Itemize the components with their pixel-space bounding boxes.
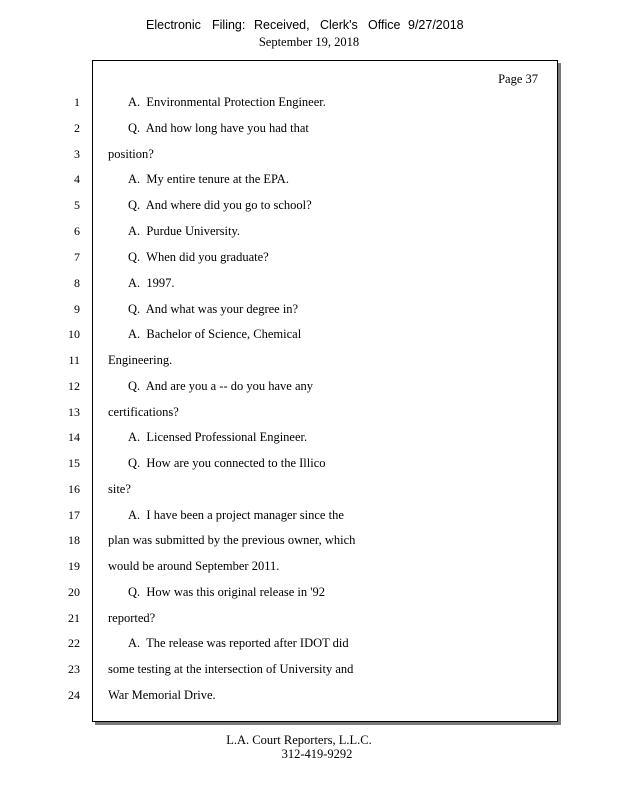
line-number: 1 xyxy=(74,95,80,109)
line-number: 6 xyxy=(74,224,80,238)
line-number: 10 xyxy=(68,327,80,341)
line-number: 14 xyxy=(68,430,80,444)
line-number: 9 xyxy=(74,302,80,316)
line-text: Q. How was this original release in '92 xyxy=(128,585,326,599)
line-text: A. 1997. xyxy=(128,276,175,290)
line-number: 3 xyxy=(74,147,80,161)
line-text: A. I have been a project manager since the xyxy=(128,508,344,522)
line-number: 11 xyxy=(68,353,80,367)
line-text: A. Licensed Professional Engineer. xyxy=(128,430,308,444)
line-text: would be around September 2011. xyxy=(108,559,280,573)
line-number: 18 xyxy=(68,533,80,547)
line-number: 17 xyxy=(68,508,80,522)
line-number: 16 xyxy=(68,482,80,496)
filing-word-clerks: Clerk's xyxy=(320,18,358,32)
line-text: A. Environmental Protection Engineer. xyxy=(128,95,326,109)
line-number: 19 xyxy=(68,559,80,573)
filing-date-stamp: 9/27/2018 xyxy=(408,18,464,32)
line-number: 13 xyxy=(68,405,80,419)
filing-word-electronic: Electronic xyxy=(146,18,201,32)
line-number: 4 xyxy=(74,172,80,186)
line-text: position? xyxy=(108,147,154,161)
line-text: A. Bachelor of Science, Chemical xyxy=(128,327,302,341)
line-number: 5 xyxy=(74,198,80,212)
line-number: 15 xyxy=(68,456,80,470)
line-text: Engineering. xyxy=(108,353,173,367)
line-text: site? xyxy=(108,482,131,496)
reporter-company: L.A. Court Reporters, L.L.C. xyxy=(226,733,372,747)
line-number: 21 xyxy=(68,611,80,625)
line-number: 20 xyxy=(68,585,80,599)
line-text: certifications? xyxy=(108,405,179,419)
line-text: Q. And how long have you had that xyxy=(128,121,309,135)
line-text: A. My entire tenure at the EPA. xyxy=(128,172,289,186)
line-text: A. The release was reported after IDOT did xyxy=(128,636,349,650)
line-number: 23 xyxy=(68,662,80,676)
line-number: 2 xyxy=(74,121,80,135)
line-text: Q. When did you graduate? xyxy=(128,250,269,264)
line-text: Q. And what was your degree in? xyxy=(128,302,299,316)
line-number: 24 xyxy=(68,688,80,702)
line-text: reported? xyxy=(108,611,156,625)
line-text: plan was submitted by the previous owner, which xyxy=(108,533,356,547)
line-number: 22 xyxy=(68,636,80,650)
line-text: War Memorial Drive. xyxy=(108,688,216,702)
line-text: Q. And where did you go to school? xyxy=(128,198,312,212)
line-text: Q. And are you a -- do you have any xyxy=(128,379,314,393)
line-text: Q. How are you connected to the Illico xyxy=(128,456,326,470)
filing-word-received: Received, xyxy=(254,18,310,32)
line-number: 8 xyxy=(74,276,80,290)
line-number: 12 xyxy=(68,379,80,393)
page-number: Page 37 xyxy=(498,72,538,86)
filing-word-office: Office xyxy=(368,18,401,32)
filing-date: September 19, 2018 xyxy=(258,35,360,49)
filing-word-filing: Filing: xyxy=(212,18,246,32)
reporter-phone: 312-419-9292 xyxy=(281,747,353,761)
line-number: 7 xyxy=(74,250,80,264)
line-text: some testing at the intersection of University and xyxy=(108,662,354,676)
line-text: A. Purdue University. xyxy=(128,224,241,238)
